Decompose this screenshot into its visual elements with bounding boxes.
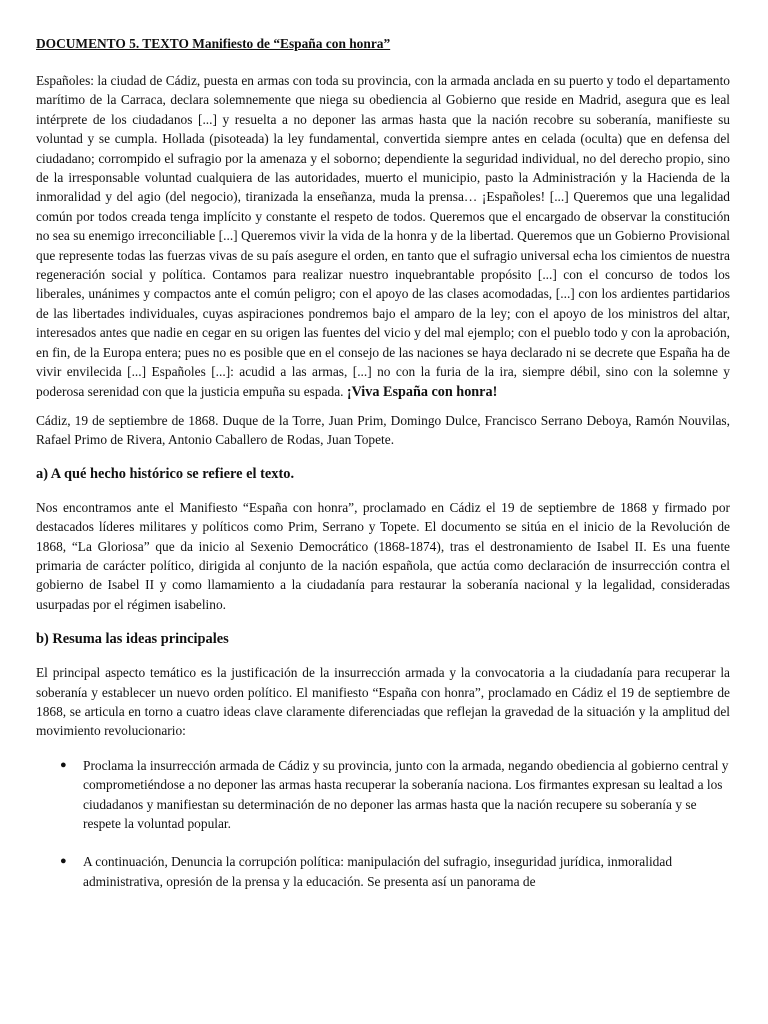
question-b-heading: b) Resuma las ideas principales	[36, 631, 229, 648]
date-and-signatories: Cádiz, 19 de septiembre de 1868. Duque de la Torre, Juan Prim, Domingo Dulce, Francisco Serrano Deboya, Ramón Nouvilas, Rafael Primo de Rivera, Antonio Caballero de Rodas, Juan Topete.	[36, 412, 730, 448]
main-ideas-list	[36, 756, 730, 891]
manifesto-text: Españoles: la ciudad de Cádiz, puesta en armas con toda su provincia, con la armada anclada en su puerto y todo el departamento marítimo de la Carraca, declara solemnemente que niega su obediencia al Gobierno que reside en Madrid, asegura que es leal intérprete de los ciudadanos [...] y resuelta a no deponer las armas hasta que la nación recobre su soberanía, manifieste su voluntad y se cumpla. Hollada (pisoteada) la ley fundamental, convertida siempre antes en celada (oculta) que en defensa del ciudadano; corrompido el sufragio por la amenaza y el soborno; dependiente la seguridad individual, no del derecho propio, sino de la irresponsable voluntad cualquiera de las autoridades, muerto el municipio, pasto la Administración y la Hacienda de la inmoralidad y del agio (del negocio), tiranizada la enseñanza, muda la prensa… ¡Españoles! [...] Queremos que una legalidad común por todos creada tenga implícito y constante el respeto de todos. Queremos que el encargado de observar la constitución no sea su enemigo irreconciliable [...] Queremos vivir la vida de la honra y de la libertad. Queremos que un Gobierno Provisional que represente todas las fuerzas vivas de su país asegure el orden, en tanto que el sufragio universal echa los cimientos de nuestra regeneración social y política. Contamos para realizar nuestro inquebrantable propósito [...] con el concurso de todos los liberales, unánimes y compactos ante el común peligro; con el apoyo de las clases acomodadas, [...] con los ardientes partidarios de las libertades individuales, cuyas aspiraciones pondremos bajo el amparo de la ley; con el apoyo de los ministros del altar, interesados antes que nadie en cegar en su origen las fuentes del vicio y del mal ejemplo; con el pueblo todo y con la aprobación, en fin, de la Europa entera; pues no es posible que en el consejo de las naciones se haya declarado ni se decrete que España ha de vivir envilecida [...] Españoles [...]: acudid a las armas, [...] no con la furia de la ira, siempre débil, sino con la solemne y poderosa serenidad con que la justicia empuña su espada.	[36, 73, 730, 399]
list-item-text: A continuación, Denuncia la corrupción política: manipulación del sufragio, inseguridad jurídica, inmoralidad administrativa, opresión de la prensa y la educación. Se presenta así un panorama de	[83, 854, 673, 889]
bullet-icon: ●	[60, 758, 67, 771]
list-item	[36, 852, 730, 891]
document-title: DOCUMENTO 5. TEXTO Manifiesto de “España con honra”	[36, 36, 391, 51]
list-item-text: Proclama la insurrección armada de Cádiz y su provincia, junto con la armada, negando obediencia al gobierno central y comprometiéndose a no deponer las armas hasta recuperar la soberanía naciona. Los firmantes expresan su lealtad a los ciudadanos y manifiestan su determinación de no deponer las armas hasta que la nación recupere su soberanía y se respete la voluntad popular.	[83, 757, 729, 831]
question-a-heading: a) A qué hecho histórico se refiere el texto.	[36, 465, 295, 482]
question-a-answer: Nos encontramos ante el Manifiesto “España con honra”, proclamado en Cádiz el 19 de septiembre de 1868 y firmado por destacados líderes militares y políticos como Prim, Serrano y Topete. El documento se sitúa en el inicio de la Revolución de 1868, “La Gloriosa” que da inicio al Sexenio Democrático (1868-1874), tras el destronamiento de Isabel II. Es una fuente primaria de carácter político, dirigida al conjunto de la nación española, que actúa como declaración de insurrección contra el gobierno de Isabel II y como llamamiento a la ciudadanía para restaurar la soberanía nacional y la legalidad, consideradas usurpadas por el régimen isabelino.	[36, 499, 730, 612]
manifesto-quote	[36, 71, 730, 402]
question-b-intro: El principal aspecto temático es la justificación de la insurrección armada y la convocatoria a la ciudadanía para recuperar la soberanía y establecer un nuevo orden político. El manifiesto “España con honra”, proclamado en Cádiz el 19 de septiembre de 1868, se articula en torno a cuatro ideas clave claramente diferenciadas que reflejan la gravedad de la situación y la amplitud del movimiento revolucionario:	[36, 665, 730, 739]
bullet-icon: ●	[60, 855, 67, 868]
list-item	[36, 756, 730, 834]
document-page	[36, 34, 730, 891]
viva-espana-con-honra: ¡Viva España con honra!	[346, 383, 498, 400]
